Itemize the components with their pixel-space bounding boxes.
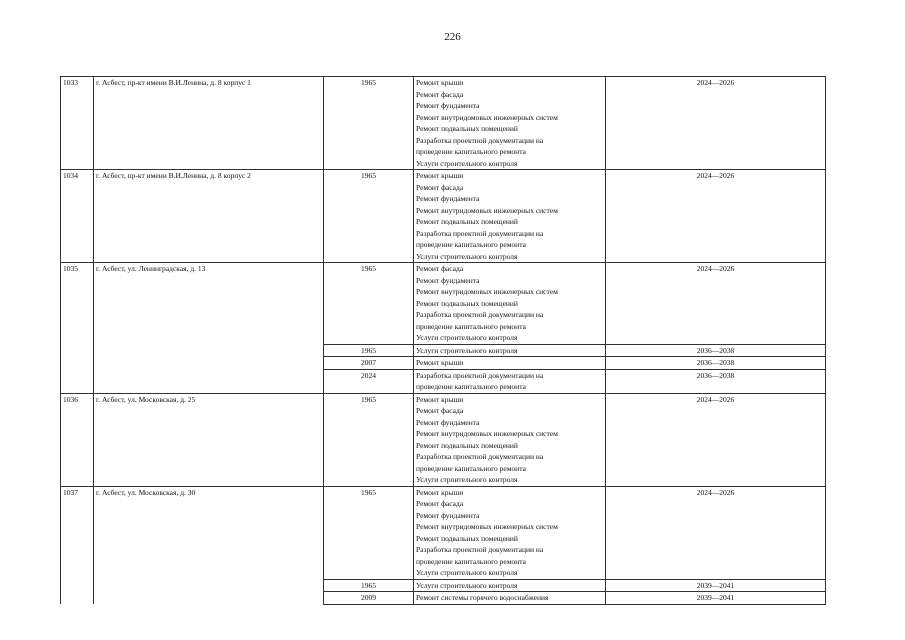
works-cell <box>414 77 606 170</box>
work-item: Разработка проектной документации на <box>416 310 544 319</box>
house-number-cell: 1036 <box>61 393 94 486</box>
year-cell: 1965 <box>324 579 414 592</box>
work-item: Ремонт крыши <box>416 78 464 87</box>
house-number-cell: 1035 <box>61 263 94 394</box>
work-item: проведение капитального ремонта <box>416 463 526 473</box>
table-row <box>61 393 826 486</box>
address-cell: г. Асбест, ул. Московская, д. 30 <box>94 486 324 604</box>
work-item: Ремонт подвальных помещений <box>416 440 518 450</box>
works-cell <box>414 369 606 393</box>
address-cell: г. Асбест, ул. Московская, д. 25 <box>94 393 324 486</box>
period-cell: 2024—2026 <box>606 263 826 345</box>
period-cell: 2039—2041 <box>606 579 826 592</box>
year-cell: 2024 <box>324 369 414 393</box>
work-item: Ремонт внутридомовых инженерных систем <box>416 205 558 215</box>
work-item: проведение капитального ремонта <box>416 382 526 391</box>
work-item: Разработка проектной документации на <box>416 452 544 461</box>
work-item: проведение капитального ремонта <box>416 321 526 331</box>
work-item: Услуги строительного контроля <box>416 345 518 355</box>
table-row <box>61 486 826 579</box>
period-cell: 2024—2026 <box>606 170 826 263</box>
work-item: Ремонт системы горячего водоснабжения <box>416 593 549 602</box>
year-cell: 1965 <box>324 77 414 170</box>
address-cell: г. Асбест, пр-кт имени В.И.Ленина, д. 8 корпус 1 <box>94 77 324 170</box>
work-item: Услуги строительного контроля <box>416 568 518 577</box>
period-cell: 2036—2038 <box>606 344 826 357</box>
work-item: Услуги строительного контроля <box>416 475 518 484</box>
period-cell: 2024—2026 <box>606 393 826 486</box>
works-cell <box>414 170 606 263</box>
work-item: проведение капитального ремонта <box>416 240 526 249</box>
work-item: Разработка проектной документации на <box>416 228 544 238</box>
year-cell: 1965 <box>324 486 414 579</box>
year-cell: 1965 <box>324 170 414 263</box>
page-number: 226 <box>444 31 461 43</box>
work-item: Ремонт подвальных помещений <box>416 217 518 226</box>
work-item: Услуги строительного контроля <box>416 251 518 261</box>
work-item: Ремонт подвальных помещений <box>416 124 518 133</box>
table-row <box>61 77 826 170</box>
work-item: Ремонт внутридомовых инженерных систем <box>416 287 558 296</box>
work-item: Ремонт фундамента <box>416 275 480 285</box>
work-item: Разработка проектной документации на <box>416 135 544 145</box>
work-item: Ремонт фундамента <box>416 417 480 427</box>
work-item: Ремонт внутридомовых инженерных систем <box>416 112 558 122</box>
work-item: Ремонт внутридомовых инженерных систем <box>416 429 558 438</box>
work-item: Разработка проектной документации на <box>416 370 544 380</box>
table-row <box>61 263 826 345</box>
period-cell: 2039—2041 <box>606 592 826 605</box>
work-item: Ремонт фасада <box>416 406 464 415</box>
work-item: Ремонт фундамента <box>416 194 480 203</box>
work-item: Ремонт подвальных помещений <box>416 533 518 543</box>
work-item: Услуги строительного контроля <box>416 158 518 168</box>
table-row <box>61 170 826 263</box>
period-cell: 2024—2026 <box>606 486 826 579</box>
house-number-cell: 1033 <box>61 77 94 170</box>
work-item: Ремонт внутридомовых инженерных систем <box>416 522 558 531</box>
year-cell: 1965 <box>324 393 414 486</box>
work-item: Ремонт крыши <box>416 171 464 180</box>
works-cell <box>414 592 606 605</box>
work-item: Услуги строительного контроля <box>416 580 518 590</box>
year-cell: 1965 <box>324 263 414 345</box>
works-cell <box>414 344 606 357</box>
work-item: проведение капитального ремонта <box>416 147 526 156</box>
year-cell: 1965 <box>324 344 414 357</box>
work-item: проведение капитального ремонта <box>416 556 526 566</box>
house-number-cell: 1037 <box>61 486 94 604</box>
work-item: Ремонт крыши <box>416 394 464 404</box>
work-item: Ремонт крыши <box>416 487 464 497</box>
period-cell: 2024—2026 <box>606 77 826 170</box>
year-cell: 2007 <box>324 357 414 370</box>
work-item: Ремонт фасада <box>416 264 464 273</box>
table-body <box>61 77 826 605</box>
work-item: Ремонт фасада <box>416 182 464 192</box>
work-item: Ремонт фасада <box>416 499 464 508</box>
address-cell: г. Асбест, ул. Ленинградская, д. 13 <box>94 263 324 394</box>
works-cell <box>414 357 606 370</box>
address-cell: г. Асбест, пр-кт имени В.И.Ленина, д. 8 корпус 2 <box>94 170 324 263</box>
period-cell: 2036—2038 <box>606 369 826 393</box>
work-item: Ремонт фундамента <box>416 510 480 520</box>
work-item: Услуги строительного контроля <box>416 333 518 342</box>
work-item: Разработка проектной документации на <box>416 545 544 554</box>
work-item: Ремонт подвальных помещений <box>416 298 518 308</box>
work-item: Ремонт фундамента <box>416 101 480 110</box>
capital-repair-table <box>60 76 826 605</box>
house-number-cell: 1034 <box>61 170 94 263</box>
works-cell <box>414 263 606 345</box>
works-cell <box>414 579 606 592</box>
period-cell: 2036—2038 <box>606 357 826 370</box>
work-item: Ремонт крыши <box>416 358 464 367</box>
works-cell <box>414 486 606 579</box>
works-cell <box>414 393 606 486</box>
work-item: Ремонт фасада <box>416 89 464 99</box>
year-cell: 2009 <box>324 592 414 605</box>
